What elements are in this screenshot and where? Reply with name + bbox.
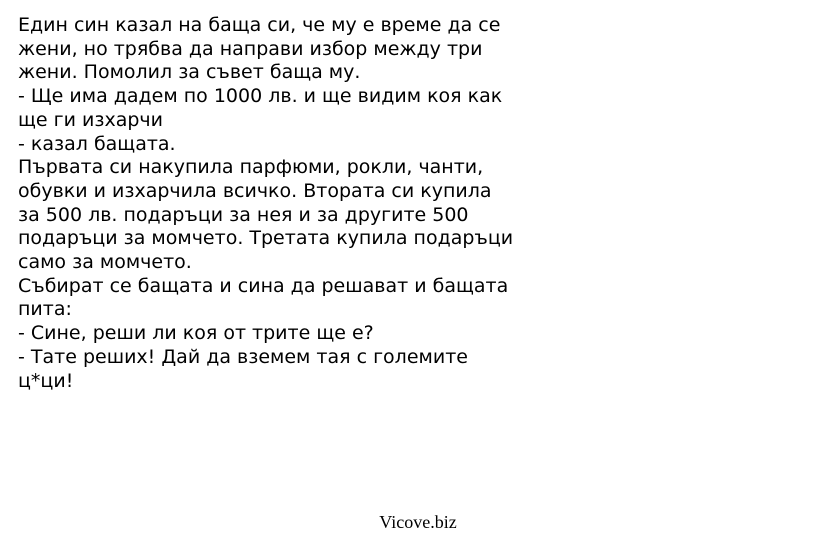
joke-line: само за момчето.	[18, 251, 192, 274]
joke-line: подаръци за момчето. Третата купила подаръци	[18, 227, 514, 250]
joke-line: ще ги изхарчи	[18, 108, 163, 131]
joke-line: - Сине, реши ли коя от трите ще е?	[18, 322, 374, 345]
joke-line: Събират се бащата и сина да решават и бащата	[18, 274, 509, 297]
joke-line: Първата си накупила парфюми, рокли, чанти,	[18, 156, 484, 179]
site-watermark: Vicove.biz	[379, 512, 457, 532]
joke-line: - Ще има дадем по 1000 лв. и ще видим коя как	[18, 85, 503, 108]
joke-line: ц*ци!	[18, 369, 74, 392]
joke-line: пита:	[18, 298, 72, 321]
joke-line: - Тате реших! Дай да вземем тая с големите	[18, 345, 468, 368]
joke-text	[18, 14, 638, 393]
joke-line: обувки и изхарчила всичко. Втората си купила	[18, 179, 492, 202]
joke-line: - казал бащата.	[18, 132, 176, 155]
joke-line: жени. Помолил за съвет баща му.	[18, 61, 361, 84]
joke-line: Един син казал на баща си, че му е време да се	[18, 14, 501, 36]
joke-line: жени, но трябва да направи избор между три	[18, 37, 483, 60]
joke-line: за 500 лв. подаръци за нея и за другите 500	[18, 203, 469, 226]
